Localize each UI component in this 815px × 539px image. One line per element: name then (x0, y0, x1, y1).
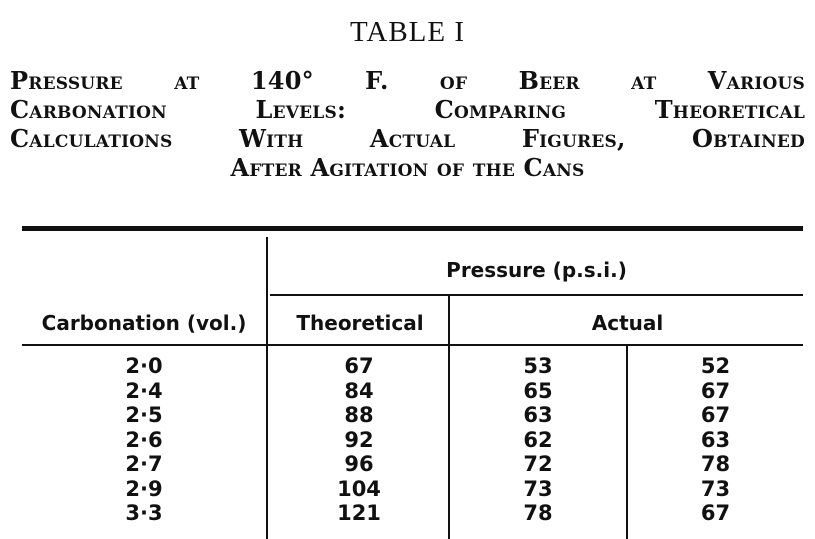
header-bottom-rule (22, 344, 803, 346)
table-top-rule (22, 226, 803, 231)
caption-line-4: After Agitation of the Cans (230, 153, 585, 182)
header-actual: Actual (591, 311, 664, 335)
actual-column-1 (450, 354, 626, 526)
column-divider-main (266, 237, 268, 539)
caption-line-3: Calculations With Actual Figures, Obtained (10, 124, 805, 153)
actual-cell: 67 (700, 403, 731, 427)
actual-column-2 (628, 354, 803, 526)
table-label: TABLE I (349, 16, 465, 48)
carbonation-cell: 2·9 (125, 476, 163, 501)
caption-line-1: Pressure at 140° F. of Beer at Various (10, 66, 805, 95)
table-caption (10, 66, 805, 182)
actual-cell: 65 (523, 378, 553, 403)
actual-cell: 53 (523, 354, 553, 378)
header-pressure: Pressure (p.s.i.) (446, 258, 627, 282)
caption-line-2: Carbonation Levels: Comparing Theoretical (10, 95, 805, 124)
theoretical-column (270, 354, 448, 526)
theoretical-cell: 96 (344, 452, 374, 476)
carbonation-cell: 3·3 (125, 501, 163, 525)
carbonation-column (22, 354, 266, 526)
actual-cell: 62 (523, 427, 553, 452)
actual-cell: 78 (700, 452, 731, 476)
carbonation-cell: 2·4 (125, 378, 163, 403)
carbonation-cell: 2·6 (125, 427, 163, 452)
theoretical-cell: 84 (344, 378, 374, 403)
actual-cell: 67 (700, 378, 731, 403)
carbonation-cell: 2·7 (125, 452, 163, 476)
actual-cell: 73 (700, 476, 731, 501)
carbonation-cell: 2·5 (125, 403, 163, 427)
theoretical-cell: 92 (344, 427, 374, 452)
actual-cell: 63 (700, 427, 731, 452)
theoretical-cell: 104 (337, 476, 381, 501)
theoretical-cell: 67 (344, 354, 374, 378)
theoretical-cell: 88 (344, 403, 374, 427)
theoretical-cell: 121 (337, 501, 381, 525)
header-theoretical: Theoretical (296, 311, 424, 335)
actual-cell: 63 (523, 403, 553, 427)
actual-cell: 73 (523, 476, 553, 501)
actual-cell: 52 (700, 354, 731, 378)
actual-cell: 78 (523, 501, 553, 525)
actual-cell: 72 (523, 452, 553, 476)
carbonation-cell: 2·0 (125, 354, 163, 378)
pressure-underline (270, 294, 803, 296)
actual-cell: 67 (700, 501, 731, 525)
header-carbonation: Carbonation (vol.) (41, 311, 247, 335)
